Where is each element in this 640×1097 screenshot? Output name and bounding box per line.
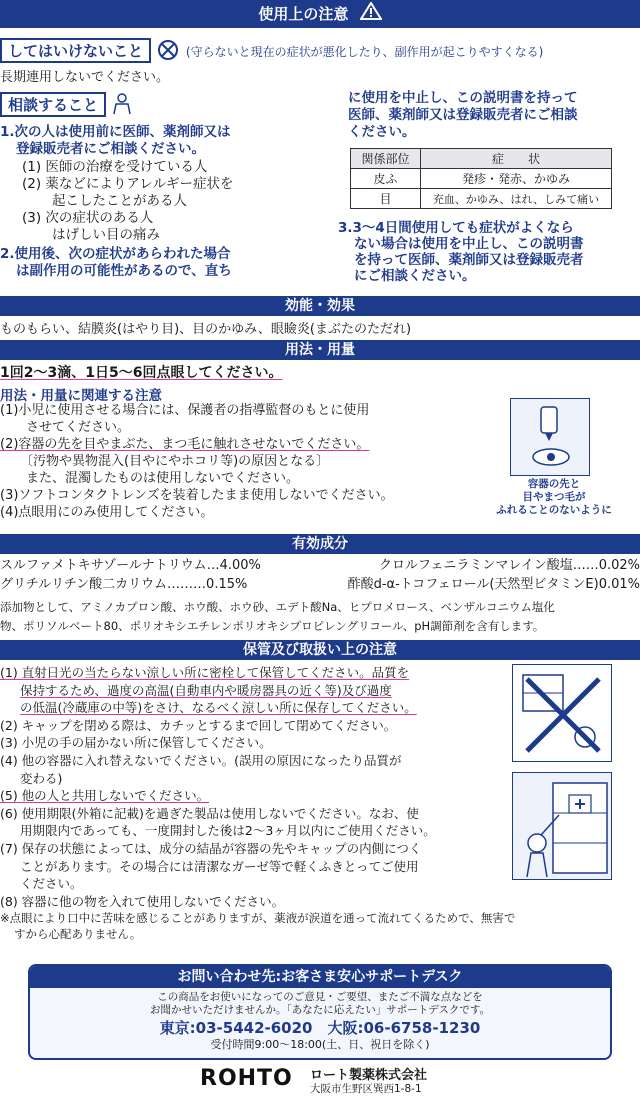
- table-cell: 充血、かゆみ、はれ、しみて痛い: [421, 189, 612, 209]
- usage-related-title: 用法・用量に関連する注意: [0, 388, 162, 404]
- usage-list: [0, 402, 480, 521]
- eyedrop-caption: [484, 478, 624, 517]
- storage-line: (8) 容器に他の物を入れて使用しないでください。: [0, 893, 285, 909]
- usage-line: させてください。: [26, 420, 131, 435]
- consult-item3-b: ない場合は使用を中止し、この説明書: [354, 236, 584, 252]
- contact-intro: [30, 991, 610, 1017]
- page-title: 使用上の注意: [258, 5, 349, 23]
- table-cell: 目: [351, 189, 421, 209]
- table-cell: 皮ふ: [351, 169, 421, 189]
- consult-sublist: [22, 159, 332, 244]
- additives-line: 物、ポリソルベート80、ポリオキシエチレンポリオキシプロピレングリコール、pH調節剤を含有します。: [0, 619, 545, 633]
- table-cell: 発疹・発赤、かゆみ: [421, 169, 612, 189]
- storage-line-text: (1) 直射日光の当たらない涼しい所に密栓して保管してください。品質を: [0, 665, 410, 680]
- consult-item2-a: 2.使用後、次の症状があらわれた場合: [0, 246, 231, 262]
- caption-line: 目やまつ毛が: [522, 491, 586, 503]
- rohto-logo: ROHTO: [200, 1066, 293, 1091]
- ingredient-row: [0, 575, 640, 594]
- dont-line: 長期連用しないでください。: [0, 70, 170, 85]
- consult-sub-3: (3) 次の症状のある人: [22, 210, 154, 226]
- storage-line: (3) 小児の手の届かない所に保管してください。: [0, 735, 272, 751]
- usage-line: また、混濁したものは使用しないでください。: [26, 471, 300, 486]
- consult-item1-title-b: 登録販売者にご相談ください。: [16, 141, 205, 157]
- usage-line-2: (2)容器の先を目やまぶた、まつ毛に触れさせないでください。: [0, 437, 370, 452]
- consult-right-c: ください。: [348, 124, 416, 140]
- ingredients-rows: [0, 556, 640, 594]
- prohibited-icon: [157, 39, 179, 65]
- usage-line: [0, 436, 480, 453]
- usage-title: 用法・用量: [285, 342, 355, 358]
- consult-item3-a: 3.3～4日間使用しても症状がよくなら: [338, 220, 574, 236]
- consult-right: [348, 90, 640, 141]
- ingredient-cell: グリチルリチン酸二カリウム………0.15%: [0, 577, 248, 592]
- table-head-symptom: 症 状: [421, 149, 612, 169]
- storage-line-text: (5) 他の人と共用しないでください。: [0, 788, 210, 804]
- storage-line: [0, 664, 508, 682]
- consult-right-a: に使用を中止し、この説明書を持って: [348, 90, 578, 106]
- storage-line: (2) キャップを閉める際は、カチッとするまで回して閉めてください。: [0, 717, 397, 733]
- additives-line: 添加物として、アミノカプロン酸、ホウ酸、ホウ砂、エデト酸Na、ヒプロメロース、ベンザルコニウム塩化: [0, 600, 555, 614]
- contact-hours: 受付時間9:00～18:00(土、日、祝日を除く): [210, 1038, 430, 1051]
- storage-title-bar: [0, 640, 640, 660]
- storage-line-text: の低温(冷蔵庫の中等)をさけ、なるべく涼しい所に保存してください。: [20, 700, 417, 716]
- consult-item3-d: にご相談ください。: [354, 268, 476, 284]
- consult-label: 相談すること: [0, 92, 106, 117]
- storage-title: 保管及び取扱い上の注意: [243, 642, 397, 658]
- usage-dose-text: 1回2～3滴、1日5～6回点眼してください。: [0, 365, 283, 381]
- usage-line: (1)小児に使用させる場合には、保護者の指導監督のもとに使用: [0, 403, 370, 418]
- effects-title-bar: [0, 296, 640, 316]
- sunlight-prohibited-illustration: [512, 664, 612, 762]
- dont-section: [0, 38, 640, 65]
- storage-line: 変わる): [20, 770, 63, 786]
- effects-text: ものもらい、結膜炎(はやり目)、目のかゆみ、眼瞼炎(まぶたのただれ): [0, 322, 412, 337]
- contact-phones: 東京:03-5442-6020 大阪:06-6758-1230: [159, 1019, 481, 1037]
- usage-line: (3)ソフトコンタクトレンズを装着したまま使用しないでください。: [0, 488, 394, 503]
- dont-note: (守らないと現在の症状が悪化したり、副作用が起こりやすくなる): [185, 45, 544, 59]
- contact-intro-line: お聞かせいただけませんか。「あなたに応えたい」サポートデスクです。: [150, 1004, 490, 1016]
- consult-item3: [338, 220, 640, 284]
- company-name: ロート製薬株式会社: [310, 1068, 428, 1083]
- consult-sub-3b: はげしい目の痛み: [52, 227, 160, 243]
- storage-line-text: 保持するため、過度の高温(自動車内や暖房器具の近く等)及び過度: [20, 682, 392, 698]
- storage-line: 用期限内であっても、一度開封した後は2～3ヶ月以内にご使用ください。: [20, 823, 436, 839]
- ingredients-additives: [0, 598, 640, 636]
- storage-note-line: すから心配ありません。: [14, 927, 142, 941]
- effects-title: 効能・効果: [285, 298, 355, 314]
- footer: [200, 1064, 500, 1094]
- child-reach-illustration: [512, 772, 612, 880]
- symptom-table: [350, 148, 612, 209]
- storage-line: ことがあります。その場合には清潔なガーゼ等で軽くふきとってご使用: [20, 858, 419, 874]
- usage-title-bar: [0, 340, 640, 360]
- company-address: 大阪市生野区巽西1-8-1: [310, 1083, 422, 1095]
- ingredients-title-bar: [0, 534, 640, 554]
- storage-line: ください。: [20, 876, 83, 892]
- storage-note-line: ※点眼により口中に苦味を感じることがありますが、薬液が涙道を通って流れてくるためで、無害で: [0, 911, 516, 925]
- storage-line: [0, 787, 508, 805]
- consult-header: [0, 92, 134, 120]
- contact-title: お問い合わせ先:お客さま安心サポートデスク: [30, 966, 610, 988]
- table-head-part: 関係部位: [351, 149, 421, 169]
- contact-box: [28, 964, 612, 1060]
- storage-line: [0, 682, 508, 700]
- doctor-icon: [110, 92, 134, 120]
- ingredients-title: 有効成分: [292, 536, 348, 552]
- storage-line: (6) 使用期限(外箱に記載)を過ぎた製品は使用しないでください。なお、使: [0, 805, 419, 821]
- consult-item2: [0, 246, 330, 280]
- ingredient-cell: クロルフェニラミンマレイン酸塩……0.02%: [379, 558, 640, 573]
- ingredient-cell: 酢酸d-α-トコフェロール(天然型ビタミンE)0.01%: [347, 577, 640, 592]
- consult-sub-1: (1) 医師の治療を受けている人: [22, 159, 208, 175]
- consult-left: [0, 124, 330, 158]
- usage-dose: [0, 362, 640, 382]
- consult-item2-b: は副作用の可能性があるので、直ち: [16, 263, 232, 279]
- consult-item1-title-a: 1.次の人は使用前に医師、薬剤師又は: [0, 124, 231, 140]
- dont-label: してはいけないこと: [0, 38, 151, 63]
- usage-line: (4)点眼用にのみ使用してください。: [0, 505, 214, 520]
- warning-icon: [360, 1, 382, 29]
- storage-line: (4) 他の容器に入れ替えないでください。(誤用の原因になったり品質が: [0, 752, 402, 768]
- ingredient-row: [0, 556, 640, 575]
- consult-sub-2b: 起こしたことがある人: [52, 193, 187, 209]
- storage-note: [0, 910, 640, 942]
- caption-line: 容器の先と: [527, 478, 581, 490]
- storage-list: [0, 664, 508, 910]
- consult-item3-c: を持って医師、薬剤師又は登録販売者: [354, 252, 584, 268]
- consult-right-b: 医師、薬剤師又は登録販売者にご相談: [348, 107, 578, 123]
- consult-sub-2: (2) 薬などによりアレルギー症状を: [22, 176, 234, 192]
- caption-line: ふれることのないように: [496, 504, 612, 516]
- usage-line: 〔汚物や異物混入(目やにやホコリ等)の原因となる〕: [20, 454, 330, 469]
- contact-intro-line: この商品をお使いになってのご意見・ご要望、またご不満な点などを: [157, 991, 483, 1003]
- page-title-bar: [0, 0, 640, 28]
- storage-line: (7) 保存の状態によっては、成分の結晶が容器の先やキャップの内側につく: [0, 840, 422, 856]
- ingredient-cell: スルファメトキサゾールナトリウム…4.00%: [0, 558, 261, 573]
- eyedrop-illustration: [510, 398, 590, 476]
- storage-line: [0, 699, 508, 717]
